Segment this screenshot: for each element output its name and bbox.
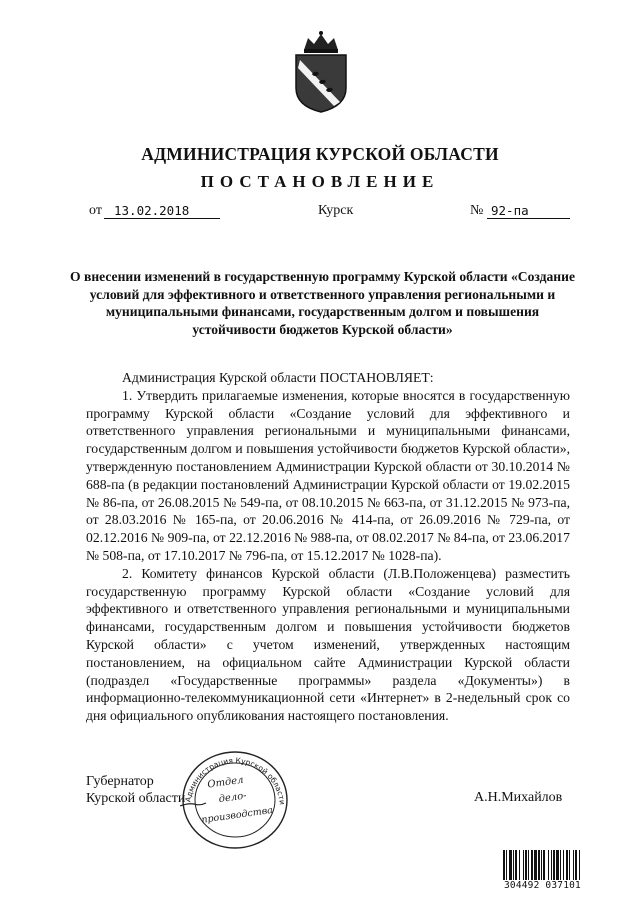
barcode-bar: [509, 850, 512, 880]
barcode-bar: [553, 850, 555, 880]
barcode-bar: [563, 850, 564, 880]
organization-title: АДМИНИСТРАЦИЯ КУРСКОЙ ОБЛАСТИ: [141, 144, 499, 164]
barcode-bar: [525, 850, 527, 880]
barcode-bar: [543, 850, 545, 880]
barcode-bar: [566, 850, 568, 880]
barcode-bar: [528, 850, 529, 880]
barcode-bar: [541, 850, 542, 880]
document-meta-row: [0, 203, 640, 223]
signatory-position: [86, 773, 185, 807]
barcode-bar: [503, 850, 505, 880]
barcode-bar: [515, 850, 517, 880]
date-prefix: от: [89, 203, 102, 218]
body-lead: Администрация Курской области ПОСТАНОВЛЯЕТ:: [122, 370, 434, 385]
stamp-ring-text: Администрация Курской области: [183, 755, 287, 806]
document-subject: О внесении изменений в государственную программу Курской области «Создание условий для эффективного и ответственного управления региональными и муниципальными финансами, государственным долгом и повышения устойчивости бюджетов Курской области»: [70, 269, 576, 337]
barcode-number: 304492 037101: [504, 880, 624, 891]
stamp-center-line-3: производства: [200, 804, 274, 826]
barcode-bar: [534, 850, 537, 880]
barcode-bar: [569, 850, 570, 880]
signatory-name: А.Н.Михайлов: [474, 790, 563, 805]
body-paragraph-1: 1. Утвердить прилагаемые изменения, которые вносятся в государственную программу Курской области «Создание условий для эффективного и ответственного управления региональными и муниципальными финансами, государственным долгом и повышения устойчивости бюджетов Курской области», утвержденную постановлением Администрации Курской области от 30.10.2014 № 688-па (в редакции постановлений Администрации Курской области от 19.02.2015 № 86-па, от 26.08.2015 № 549-па, от 08.10.2015 № 663-па, от 31.12.2015 № 973-па, от 28.03.2016 № 165-па, от 20.06.2016 № 414-па, от 26.09.2016 № 729-па, от 02.12.2016 № 909-па, от 22.12.2016 № 988-па, от 08.02.2017 № 84-па, от 23.06.2017 № 508-па, от 17.10.2017 № 796-па, от 15.12.2017 № 1028-па).: [86, 387, 570, 563]
barcode-bar: [506, 850, 507, 880]
document-type-title: ПОСТАНОВЛЕНИЕ: [200, 172, 440, 191]
barcode-bar: [551, 850, 552, 880]
barcode-bar: [548, 850, 549, 880]
signatory-position-line-2: Курской области: [86, 791, 186, 806]
barcode-bar: [575, 850, 577, 880]
barcode-bar: [560, 850, 561, 880]
document-city: Курск: [318, 203, 354, 218]
document-number: 92-па: [487, 203, 570, 219]
stamp-center-line-2: дело-: [218, 790, 248, 806]
barcode-bar: [579, 850, 580, 880]
coat-of-arms-icon: [290, 30, 352, 114]
document-date: 13.02.2018: [104, 203, 220, 219]
barcode-bar: [513, 850, 514, 880]
barcode-bar: [523, 850, 524, 880]
number-prefix: №: [470, 203, 484, 218]
barcode-bar: [531, 850, 533, 880]
document-body: [86, 369, 570, 725]
office-stamp: [176, 744, 294, 852]
stamp-center-line-1: Отдел: [206, 774, 245, 791]
barcode-bar: [519, 850, 520, 880]
barcode-bar: [573, 850, 574, 880]
barcode-bar: [556, 850, 559, 880]
body-paragraph-2: 2. Комитету финансов Курской области (Л.В.Положенцева) разместить государственную программу Курской области «Создание условий для эффективного и ответственного управления региональными и муниципальными финансами, государственным долгом и повышения устойчивости бюджетов Курской области» с учетом изменений, утвержденных настоящим постановлением, на официальном сайте Администрации Курской области (подраздел «Государственные программы» раздела «Документы») в информационно-телекоммуникационной сети «Интернет» в 2-недельный срок со дня официального опубликования настоящего постановления.: [86, 565, 570, 724]
signatory-position-line-1: Губернатор: [86, 774, 154, 789]
barcode-bar: [538, 850, 540, 880]
